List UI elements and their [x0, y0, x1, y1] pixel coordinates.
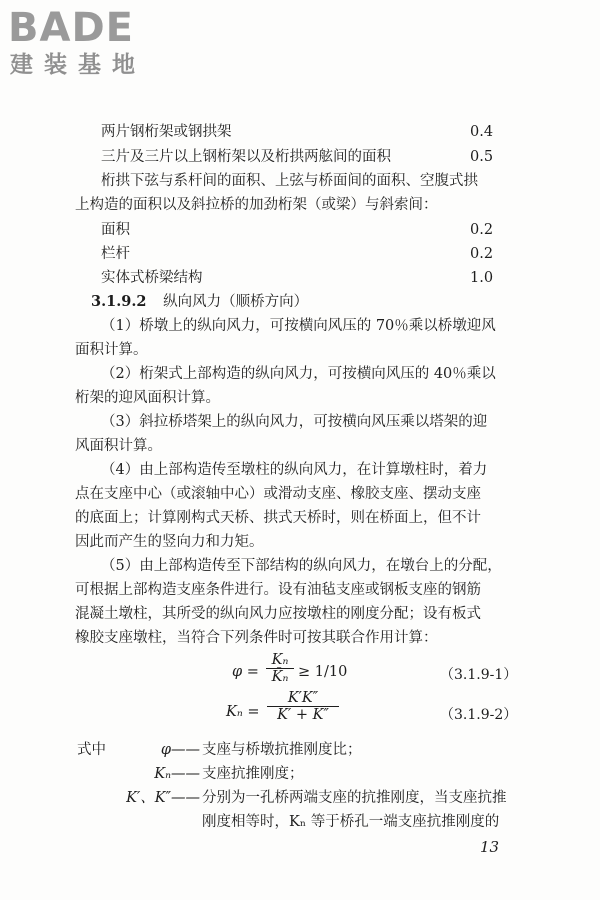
- eq2-denominator: K′ + K″: [277, 707, 329, 723]
- def-text: 支座抗推刚度；: [202, 766, 304, 782]
- section-heading: [91, 292, 308, 312]
- paragraph-line: 桁架的迎风面积计算。: [75, 390, 220, 406]
- paragraph-line: 点在支座中心（或滚轴中心）或滑动支座、橡胶支座、摆动支座: [75, 486, 481, 502]
- item-value: 1.0: [470, 270, 494, 286]
- section-title: 纵向风力（顺桥方向）: [163, 294, 309, 310]
- page-number: 13: [480, 838, 500, 856]
- paragraph-line: 面积计算。: [75, 342, 148, 358]
- paragraph-line: 橡胶支座墩柱，当符合下列条件时可按其联合作用计算：: [75, 630, 438, 646]
- paragraph-line: 风面积计算。: [75, 438, 162, 454]
- item-value: 0.5: [470, 149, 494, 165]
- item-value: 0.2: [470, 222, 494, 238]
- eq1-numerator: Kₙ: [271, 652, 289, 668]
- paragraph-line: （2）桁架式上部构造的纵向风力，可按横向风压的 40％乘以: [101, 366, 496, 382]
- where-label: 式中: [77, 742, 106, 758]
- eq2-fraction: [267, 690, 339, 723]
- def-symbol: K′、K″——: [126, 790, 200, 806]
- item-label: 实体式桥梁结构: [101, 270, 203, 286]
- logo-wordmark: BADE: [8, 5, 134, 51]
- paragraph-line: 可根据上部构造支座条件进行。设有油毡支座或钢板支座的钢筋: [75, 582, 481, 598]
- def-text: 分别为一孔桥两端支座的抗推刚度，当支座抗推: [202, 790, 507, 806]
- section-number: 3.1.9.2: [91, 293, 147, 310]
- def-symbol: φ——: [160, 742, 200, 758]
- eq1-rhs: ≥ 1/10: [298, 664, 348, 680]
- item-label: 面积: [101, 222, 130, 238]
- eq2-number: （3.1.9-2）: [440, 707, 518, 723]
- paragraph-line: 桁拱下弦与系杆间的面积、上弦与桥面间的面积、空腹式拱: [101, 173, 478, 189]
- paragraph-line: 上构造的面积以及斜拉桥的加劲桁架（或梁）与斜索间：: [75, 197, 438, 213]
- def-symbol: Kₙ——: [154, 766, 200, 782]
- item-label: 三片及三片以上钢桁架以及桁拱两舷间的面积: [101, 149, 391, 165]
- paragraph-line: 的底面上；计算刚构式天桥、拱式天桥时，则在桥面上，但不计: [75, 510, 481, 526]
- eq2-numerator: K′K″: [287, 690, 319, 706]
- eq1-fraction: [266, 652, 294, 685]
- eq1-number: （3.1.9-1）: [440, 667, 518, 683]
- paragraph-line: （5）由上部构造传至下部结构的纵向风力，在墩台上的分配，: [101, 558, 502, 574]
- item-label: 栏杆: [101, 246, 130, 262]
- logo-subtitle: 建装基地: [10, 52, 146, 78]
- watermark-logo: [8, 6, 146, 80]
- paragraph-line: 混凝土墩柱，其所受的纵向风力应按墩柱的刚度分配；设有板式: [75, 606, 481, 622]
- item-value: 0.2: [470, 246, 494, 262]
- paragraph-line: （3）斜拉桥塔架上的纵向风力，可按横向风压乘以塔架的迎: [101, 414, 488, 430]
- eq1-lhs: φ =: [232, 664, 259, 680]
- item-label: 两片钢桁架或钢拱架: [101, 124, 232, 140]
- paragraph-line: （1）桥墩上的纵向风力，可按横向风压的 70％乘以桥墩迎风: [101, 318, 496, 334]
- eq1-denominator: K̄ₙ: [271, 669, 289, 685]
- eq2-lhs: Kₙ =: [226, 704, 260, 720]
- def-text: 支座与桥墩抗推刚度比；: [202, 742, 362, 758]
- paragraph-line: 因此而产生的竖向力和力矩。: [75, 534, 264, 550]
- item-value: 0.4: [470, 124, 494, 140]
- def-continuation: 刚度相等时，Kₙ 等于桥孔一端支座抗推刚度的: [202, 814, 500, 830]
- paragraph-line: （4）由上部构造传至墩柱的纵向风力，在计算墩柱时，着力: [101, 462, 488, 478]
